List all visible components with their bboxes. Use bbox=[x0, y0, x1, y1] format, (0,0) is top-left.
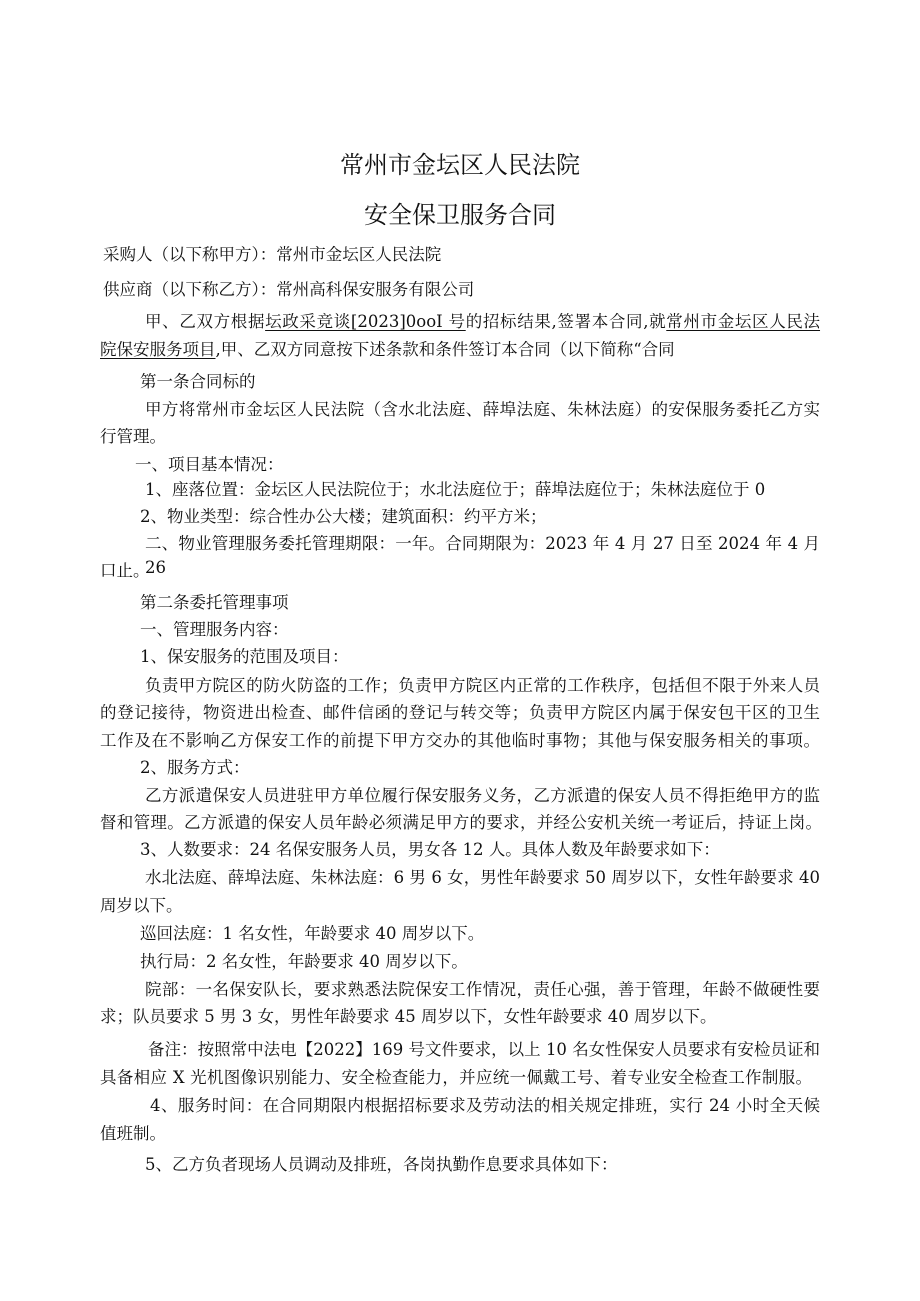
preamble-text: 的招标结果,签署本合同,就 bbox=[465, 312, 667, 331]
supplier-line: 供应商（以下称乙方）：常州高科保安服务有限公司 bbox=[103, 280, 475, 299]
preamble-line-1 bbox=[145, 310, 820, 334]
text-line: 的登记接待，物资进出检查、邮件信函的登记与转交等；负责甲方院区内属于保安包干区的卫生 bbox=[100, 703, 820, 722]
text-line: 1、保安服务的范围及项目： bbox=[140, 647, 349, 666]
text-line: 负责甲方院区的防火防盗的工作；负责甲方院区内正常的工作秩序，包括但不限于外来人员 bbox=[145, 676, 820, 695]
article-heading: 第一条合同标的 bbox=[140, 372, 256, 391]
text-line: 督和管理。乙方派遣的保安人员年龄必须满足甲方的要求，并经公安机关统一考证后，持证上岗。 bbox=[100, 813, 822, 832]
text-line: 1、座落位置：金坛区人民法院位于；水北法庭位于；薛埠法庭位于；朱林法庭位于 0 bbox=[145, 480, 766, 499]
project-name: 常州市金坛区人民法 bbox=[666, 312, 821, 331]
text-line: 2、服务方式： bbox=[140, 758, 250, 777]
text-line: 甲方将常州市金坛区人民法院（含水北法庭、薛埠法庭、朱林法庭）的安保服务委托乙方实 bbox=[145, 400, 820, 419]
text-line: 巡回法庭：1 名女性，年龄要求 40 周岁以下。 bbox=[140, 924, 485, 943]
project-name: 院保安服务项目 bbox=[100, 340, 216, 359]
text-line: 行管理。 bbox=[100, 427, 166, 446]
text-line: 执行局：2 名女性，年龄要求 40 周岁以下。 bbox=[140, 952, 468, 971]
text-line: 值班制。 bbox=[100, 1124, 166, 1143]
contract-title: 安全保卫服务合同 bbox=[364, 201, 556, 229]
section-heading: 一、项目基本情况： bbox=[135, 455, 284, 474]
text-line: 周岁以下。 bbox=[100, 896, 183, 915]
preamble-text: 甲、乙双方根据 bbox=[145, 312, 266, 331]
text-line: 乙方派遣保安人员进驻甲方单位履行保安服务义务，乙方派遣的保安人员不得拒绝甲方的监 bbox=[145, 786, 820, 805]
buyer-line: 采购人（以下称甲方）：常州市金坛区人民法院 bbox=[103, 245, 442, 264]
text-line: 3、人数要求：24 名保安服务人员，男女各 12 人。具体人数及年龄要求如下： bbox=[140, 840, 720, 859]
text-line: 工作及在不影响乙方保安工作的前提下甲方交办的其他临时事物；其他与保安服务相关的事项。 bbox=[100, 731, 820, 750]
text-line: 5、乙方负者现场人员调动及排班，各岗执勤作息要求具体如下： bbox=[145, 1155, 618, 1174]
preamble-line-2 bbox=[100, 338, 675, 362]
remark-line: 具备相应 X 光机图像识别能力、安全检查能力，并应统一佩戴工号、着专业安全检查工作制服。 bbox=[100, 1068, 812, 1087]
section-heading: 一、管理服务内容： bbox=[140, 620, 289, 639]
text-line: 2、物业类型：综合性办公大楼；建筑面积：约平方米； bbox=[140, 507, 547, 526]
text-line: 院部：一名保安队长，要求熟悉法院保安工作情况，责任心强，善于管理，年龄不做硬性要 bbox=[145, 980, 820, 999]
text-line: 二、物业管理服务委托管理期限：一年。合同期限为：2023 年 4 月 27 日至 2024 年 4 月 26 bbox=[145, 534, 820, 577]
text-line: 求；队员要求 5 男 3 女，男性年龄要求 45 周岁以下，女性年龄要求 40 周岁以下。 bbox=[100, 1007, 717, 1026]
text-line: 口止。 bbox=[100, 561, 150, 580]
article-heading: 第二条委托管理事项 bbox=[140, 593, 289, 612]
remark-line: 备注：按照常中法电【2022】169 号文件要求，以上 10 名女性保安人员要求有安检员证和 bbox=[148, 1040, 820, 1059]
text-line: 4、服务时间：在合同期限内根据招标要求及劳动法的相关规定排班，实行 24 小时全天候 bbox=[150, 1096, 820, 1115]
procurement-reference-number: 坛政采竞谈[2023]0ooI 号 bbox=[265, 312, 466, 331]
preamble-text: ,甲、乙双方同意按下述条款和条件签订本合同（以下简称“合同 bbox=[215, 340, 675, 359]
court-name-title: 常州市金坛区人民法院 bbox=[340, 151, 580, 179]
text-line: 水北法庭、薛埠法庭、朱林法庭：6 男 6 女，男性年龄要求 50 周岁以下，女性年龄要求 40 bbox=[145, 868, 820, 887]
